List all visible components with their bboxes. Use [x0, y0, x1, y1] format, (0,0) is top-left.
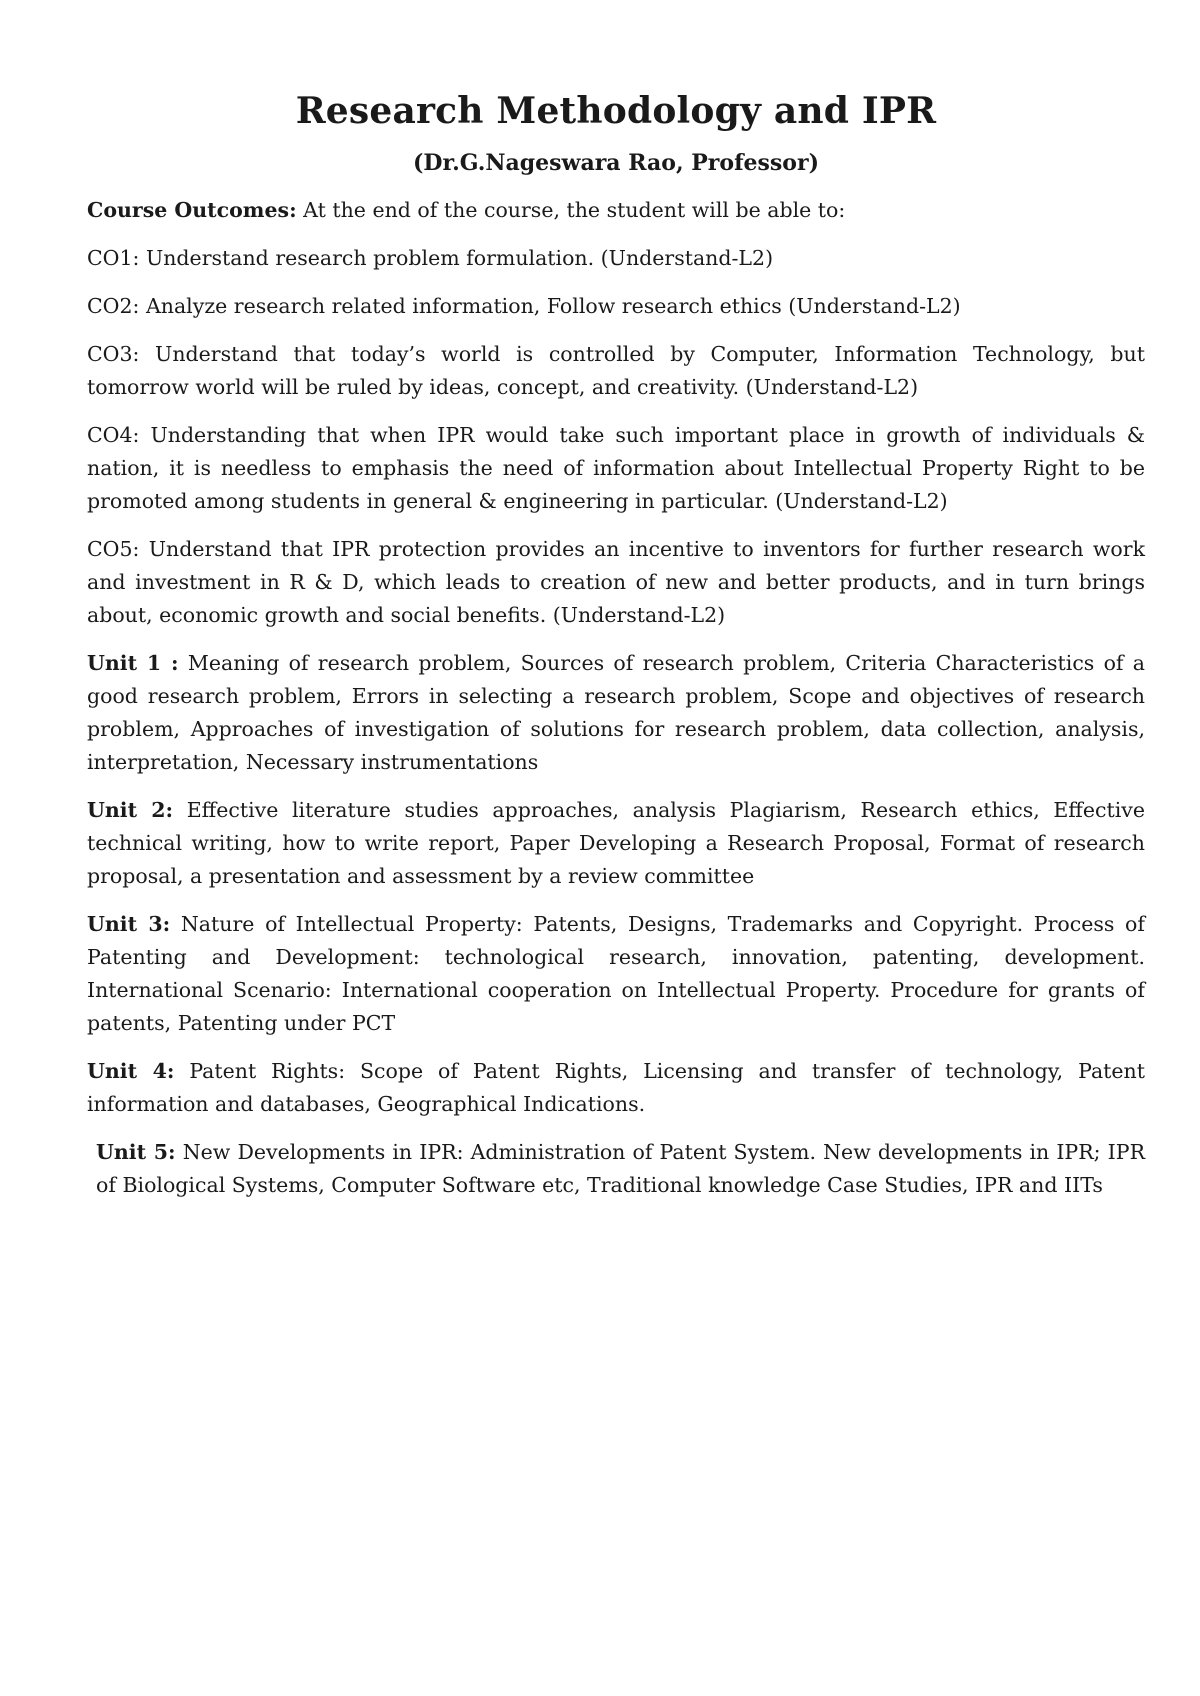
outcome-co2: CO2: Analyze research related information, Follow research ethics (Understand-L2)	[87, 294, 961, 318]
unit-4-paragraph	[87, 1055, 1145, 1121]
document-author: (Dr.G.Nageswara Rao, Professor)	[413, 150, 819, 176]
document-title: Research Methodology and IPR	[295, 90, 937, 132]
unit-5-paragraph	[87, 1136, 1145, 1202]
course-outcomes-text: At the end of the course, the student will be able to:	[296, 198, 846, 222]
unit-3-label: Unit 3:	[87, 912, 171, 936]
unit-1-text: Meaning of research problem, Sources of research problem, Criteria Characteristics of a good research problem, Errors in selecting a research problem, Scope and objectives of research problem, Approaches of investigation of solutions for research problem, data collection, analysis, interpretation, Necessary instrumentations	[87, 651, 1145, 774]
unit-3-text: Nature of Intellectual Property: Patents, Designs, Trademarks and Copyright. Process of Patenting and Development: technological research, innovation, patenting, development. International Scenario: International cooperation on Intellectual Property. Procedure for grants of patents, Patenting under PCT	[87, 912, 1145, 1035]
outcome-co5: CO5: Understand that IPR protection provides an incentive to inventors for further research work and investment in R & D, which leads to creation of new and better products, and in turn brings about, economic growth and social benefits. (Understand-L2)	[87, 537, 1145, 627]
course-outcomes-intro	[87, 194, 1145, 227]
outcome-co1: CO1: Understand research problem formulation. (Understand-L2)	[87, 246, 774, 270]
unit-2-label: Unit 2:	[87, 798, 174, 822]
unit-5-text: New Developments in IPR: Administration of Patent System. New developments in IPR; IPR of Biological Systems, Computer Software etc, Traditional knowledge Case Studies, IPR and IITs	[96, 1140, 1146, 1197]
outcome-co3: CO3: Understand that today’s world is controlled by Computer, Information Technology, but tomorrow world will be ruled by ideas, concept, and creativity. (Understand-L2)	[87, 342, 1145, 399]
unit-2-text: Effective literature studies approaches, analysis Plagiarism, Research ethics, Effective technical writing, how to write report, Paper Developing a Research Proposal, Format of research proposal, a presentation and assessment by a review committee	[87, 798, 1145, 888]
unit-1-paragraph	[87, 647, 1145, 779]
unit-2-paragraph	[87, 794, 1145, 893]
outcome-co4: CO4: Understanding that when IPR would take such important place in growth of individuals & nation, it is needless to emphasis the need of information about Intellectual Property Right to be promoted among students in general & engineering in particular. (Understand-L2)	[87, 423, 1145, 513]
unit-1-label: Unit 1 :	[87, 651, 179, 675]
unit-3-paragraph	[87, 908, 1145, 1040]
course-outcomes-label: Course Outcomes:	[87, 198, 297, 222]
unit-4-text: Patent Rights: Scope of Patent Rights, Licensing and transfer of technology, Patent information and databases, Geographical Indications.	[87, 1059, 1145, 1116]
document-page	[87, 0, 1145, 1202]
unit-4-label: Unit 4:	[87, 1059, 175, 1083]
unit-5-label: Unit 5:	[96, 1140, 176, 1164]
